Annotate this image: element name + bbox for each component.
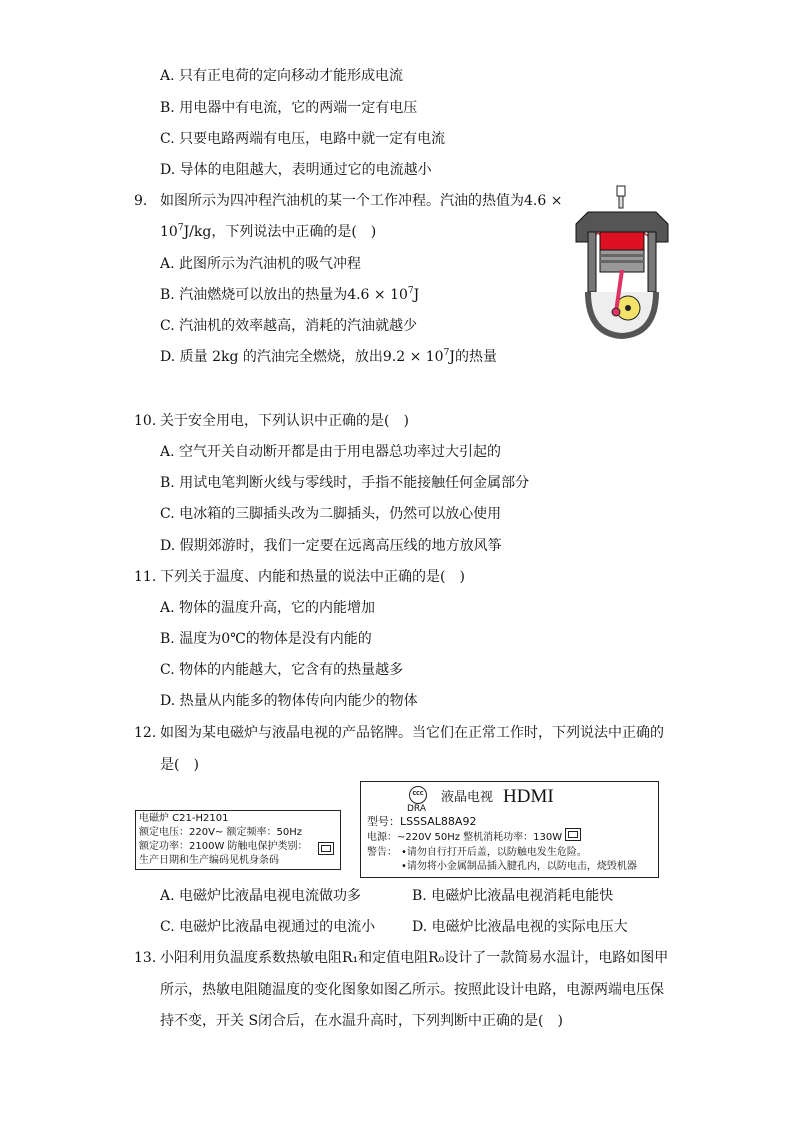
q12-option-c: C. 电磁炉比液晶电视通过的电流小 — [160, 919, 376, 935]
q9-option-c: C. 汽油机的效率越高，消耗的汽油就越少 — [160, 318, 418, 334]
plate2-warning-label: 警告： — [367, 847, 397, 858]
plate2-title-en: HDMI — [503, 786, 554, 807]
q10-number: 10. — [134, 413, 157, 429]
q13-line3: 持不变，开关 S闭合后，在水温升高时，下列判断中正确的是( ) — [160, 1013, 563, 1029]
plate2-warning-1: •请勿自行打开后盖，以防触电发生危险。 — [401, 847, 587, 858]
q11-option-b: B. 温度为0℃的物体是没有内能的 — [160, 631, 372, 647]
q8-option-a: A. 只有正电荷的定向移动才能形成电流 — [160, 68, 404, 84]
q9-option-d: D. 质量 2kg 的汽油完全燃烧，放出$9.2 \times 10^7J$的热量 — [160, 348, 497, 365]
plate2-warning-2: •请勿将小金属制品插入腱孔内，以防电击，烧毁机器 — [401, 861, 637, 872]
double-insulation-icon — [318, 842, 334, 855]
q11-option-c: C. 物体的内能越大，它含有的热量越多 — [160, 662, 404, 678]
q10-option-b: B. 用试电笔判断火线与零线时，手指不能接触任何金属部分 — [160, 475, 530, 491]
induction-cooker-nameplate — [135, 810, 341, 870]
q12-option-d: D. 电磁炉比液晶电视的实际电压大 — [412, 919, 628, 935]
q11-number: 11. — [134, 569, 157, 585]
plate2-dra: DRA — [407, 804, 426, 814]
plate2-model: 型号：LSSSAL88A92 — [367, 815, 477, 828]
engine-cylinder-diagram — [572, 184, 672, 344]
q8-option-c: C. 只要电路两端有电压，电路中就一定有电流 — [160, 131, 446, 147]
q13-line2: 所示，热敏电阻随温度的变化图象如图乙所示。按照此设计电路，电源两端电压保 — [160, 982, 664, 998]
q13-number: 13. — [134, 950, 157, 966]
q13-line1: 小阳利用负温度系数热敏电阻R₁和定值电阻R₀设计了一款简易水温计，电路如图甲 — [160, 950, 669, 966]
q12-stem-line1: 如图为某电磁炉与液晶电视的产品铭牌。当它们在正常工作时，下列说法中正确的 — [160, 725, 664, 741]
q10-option-c: C. 电冰箱的三脚插头改为二脚插头，仍然可以放心使用 — [160, 506, 502, 522]
q12-stem-line2: 是( ) — [160, 757, 199, 773]
q9-stem-line1: 如图所示为四冲程汽油机的某一个工作冲程。汽油的热值为4.6 × — [160, 193, 563, 209]
plate1-line2: 额定电压：220V~ 额定频率：50Hz — [139, 827, 302, 838]
q11-option-a: A. 物体的温度升高，它的内能增加 — [160, 600, 376, 616]
q11-stem: 下列关于温度、内能和热量的说法中正确的是( ) — [160, 569, 465, 585]
q9-option-a: A. 此图所示为汽油机的吸气冲程 — [160, 256, 362, 272]
q12-number: 12. — [134, 725, 157, 741]
q12-option-b: B. 电磁炉比液晶电视消耗电能快 — [412, 888, 614, 904]
plate1-line1: 电磁炉 C21-H2101 — [139, 813, 229, 824]
plate1-line3: 额定功率：2100W 防触电保护类别： — [139, 841, 308, 852]
plate2-title-cn: 液晶电视 — [441, 790, 494, 805]
lcd-tv-nameplate — [360, 781, 659, 878]
q9-option-b: B. 汽油燃烧可以放出的热量为$4.6 \times 10^7J$ — [160, 286, 420, 303]
q9-stem-line2: $10^7J/kg$，下列说法中正确的是( ) — [160, 223, 377, 240]
q8-option-b: B. 用电器中有电流，它的两端一定有电压 — [160, 100, 418, 116]
plate2-power: 电源：~220V 50Hz 整机消耗功率：130W — [367, 832, 563, 843]
ccc-certification-icon — [409, 786, 427, 804]
plate1-line4: 生产日期和生产编码见机身条码 — [139, 855, 279, 866]
q12-option-a: A. 电磁炉比液晶电视电流做功多 — [160, 888, 362, 904]
q9-number: 9. — [134, 193, 148, 209]
double-insulation-icon — [565, 828, 581, 841]
q10-option-a: A. 空气开关自动断开都是由于用电器总功率过大引起的 — [160, 444, 502, 460]
q10-stem: 关于安全用电，下列认识中正确的是( ) — [160, 413, 409, 429]
q10-option-d: D. 假期郊游时，我们一定要在远离高压线的地方放风筝 — [160, 538, 502, 554]
q8-option-d: D. 导体的电阻越大，表明通过它的电流越小 — [160, 162, 432, 178]
q11-option-d: D. 热量从内能多的物体传向内能少的物体 — [160, 693, 418, 709]
